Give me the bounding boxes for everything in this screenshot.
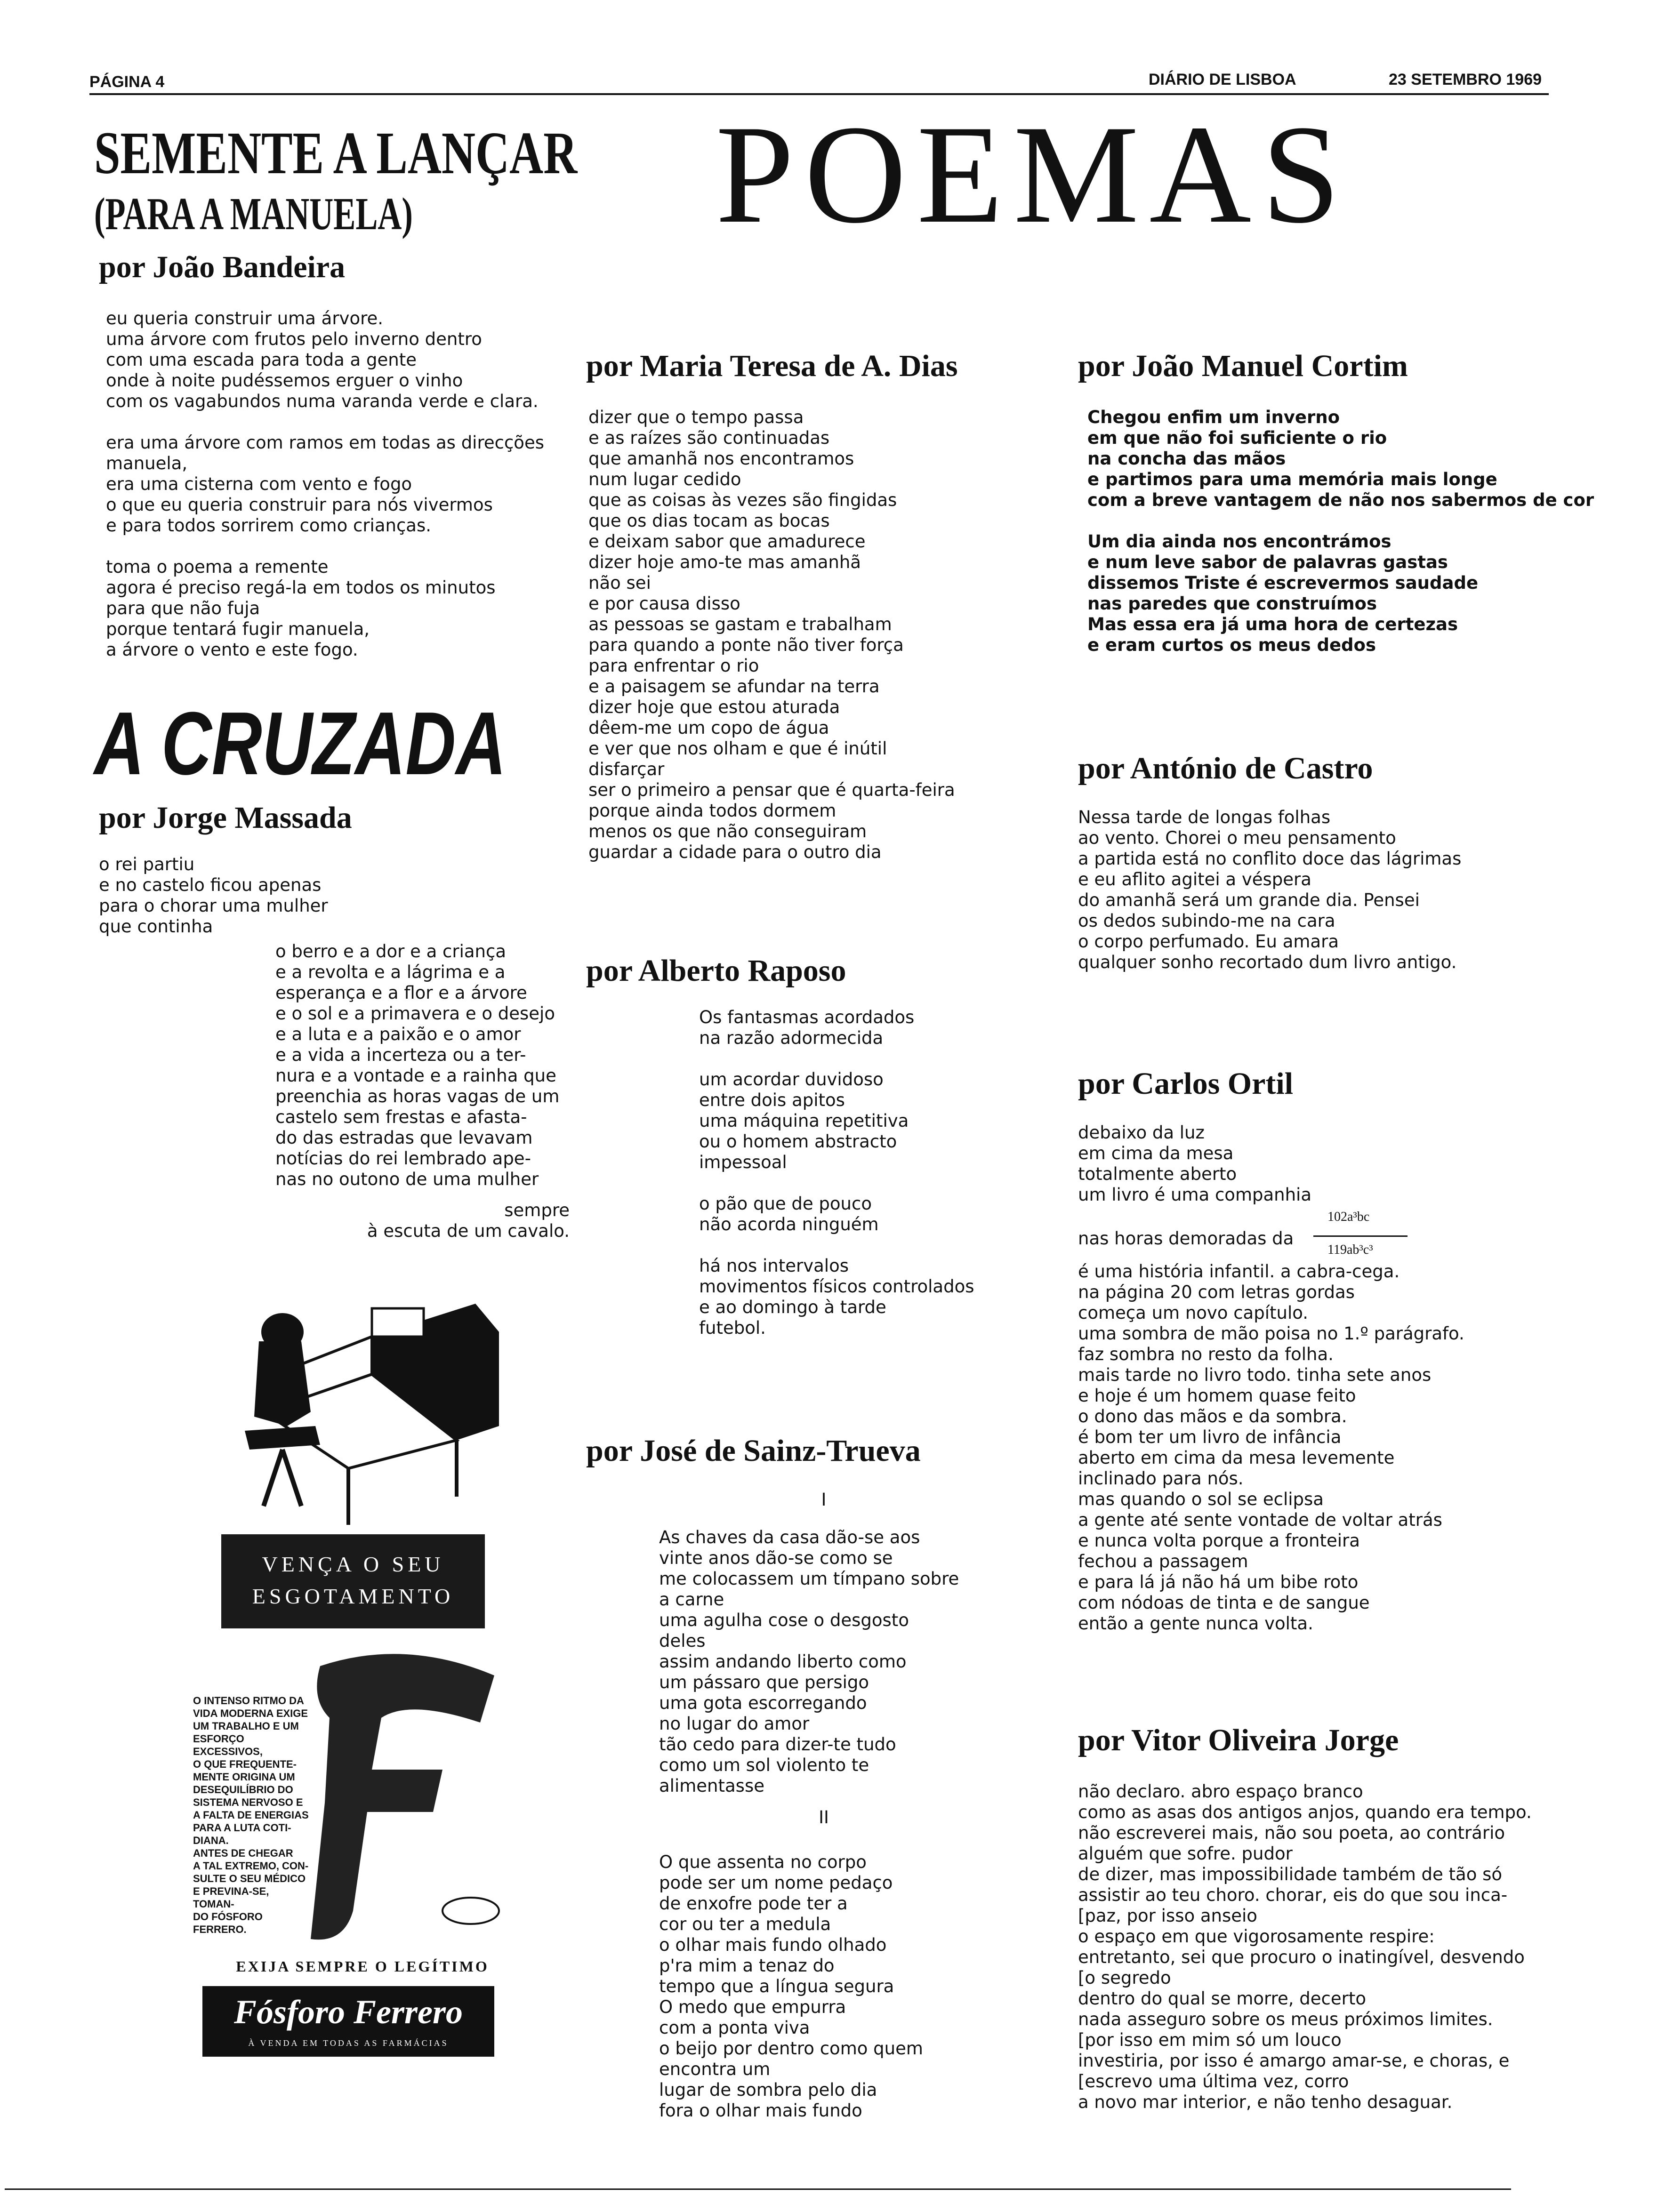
poem-line: não acorda ninguém [699,1214,879,1234]
poem-line: no lugar do amor [659,1714,810,1734]
poem-line: as pessoas se gastam e trabalham [588,614,892,634]
poem-line: faz sombra no resto da folha. [1078,1344,1334,1364]
poem-line: toma o poema a remente [106,557,329,577]
poem-line: lugar de sombra pelo dia [659,2080,877,2100]
advert-body-line: SISTEMA NERVOSO E [193,1796,303,1808]
byline-alberto-raposo: por Alberto Raposo [586,954,846,988]
poem-line: de dizer, mas impossibilidade também de tão só [1078,1864,1503,1884]
poem-line: era uma árvore com ramos em todas as direcções [106,433,544,453]
big-f-letter-graphic [301,1647,504,1948]
poem-line: na página 20 com letras gordas [1078,1282,1355,1302]
poem-line: e hoje é um homem quase feito [1078,1386,1356,1406]
poem-line: em que não foi suficiente o rio [1087,428,1387,448]
advert-body-line: A FALTA DE ENERGIAS [193,1809,309,1821]
poem-line: não sei [588,573,651,593]
poem-line: dizer que o tempo passa [588,407,804,427]
poem-line: uma sombra de mão poisa no 1.º parágrafo. [1078,1323,1464,1344]
poem-line: uma agulha cose o desgosto [659,1610,909,1630]
poem-line: vinte anos dão-se como se [659,1548,893,1568]
poem-line: à escuta de um cavalo. [367,1221,570,1241]
poem-line: é uma história infantil. a cabra-cega. [1078,1261,1400,1282]
poem-line: do das estradas que levavam [275,1128,533,1148]
poem-line: castelo sem frestas e afasta- [275,1107,527,1127]
poem-line: os dedos subindo-me na cara [1078,911,1335,931]
section-numeral-2: II [819,1807,829,1827]
poem-line: é bom ter um livro de infância [1078,1427,1342,1447]
poem-line [699,1173,974,1194]
poem-line: deles [659,1631,706,1651]
poem-line: ao vento. Chorei o meu pensamento [1078,828,1396,848]
poem-line: e as raízes são continuadas [588,428,830,448]
poem-line: [por isso em mim só um louco [1078,2030,1342,2050]
poem-line: dizer hoje amo-te mas amanhã [588,552,861,572]
advert-body-line: SULTE O SEU MÉDICO [193,1873,306,1884]
header-rule [89,93,1549,95]
poem-line: p'ra mim a tenaz do [659,1956,835,1976]
poem-line: nura e a vontade e a rainha que [275,1066,556,1086]
poem-line: o dono das mãos e da sombra. [1078,1406,1347,1427]
poem-antonio-de-castro [1078,807,1461,973]
poem-line: mas quando o sol se eclipsa [1078,1489,1324,1509]
poem-line: tempo que a língua segura [659,1976,894,1996]
advert-banner: VENÇA O SEU ESGOTAMENTO [221,1534,485,1628]
poem-cruzada-part1 [99,854,328,937]
poem-line: assistir ao teu choro. chorar, eis do que sou inca- [1078,1885,1508,1905]
poem-line: e eram curtos os meus dedos [1087,635,1376,655]
poem-line: qualquer sonho recortado dum livro antigo. [1078,952,1457,972]
poem-line: com a breve vantagem de não nos sabermos de cor [1087,490,1594,510]
poem-line: totalmente aberto [1078,1164,1237,1184]
poem-line: investiria, por isso é amargo amar-se, e choras, e [1078,2051,1510,2071]
poem-line: e para todos sorrirem como crianças. [106,515,432,536]
poem-line: com uma escada para toda a gente [106,350,417,370]
poem-line: de enxofre pode ter a [659,1893,848,1914]
poem-line: a árvore o vento e este fogo. [106,640,358,660]
poem-line: e nunca volta porque a fronteira [1078,1531,1360,1551]
poem-line: inclinado para nós. [1078,1468,1244,1489]
advert-body-line: DO FÓSFORO [193,1911,263,1923]
poem-line: pode ser um nome pedaço [659,1873,893,1893]
poem-line: como um sol violento te [659,1755,869,1775]
poem-line: o berro e a dor e a criança [275,941,506,962]
advert-body-line: VIDA MODERNA EXIGE [193,1707,308,1719]
poem-line: começa um novo capítulo. [1078,1303,1308,1323]
poem-line: tão cedo para dizer-te tudo [659,1734,896,1755]
advert-body-line: PARA A LUTA COTI- [193,1822,291,1834]
poem-line: menos os que não conseguiram [588,821,867,842]
poem-line: com os vagabundos numa varanda verde e clara. [106,391,539,411]
poem-line: uma árvore com frutos pelo inverno dentro [106,329,482,349]
poem-line: porque tentará fugir manuela, [106,619,370,639]
poem-line: e o sol e a primavera e o desejo [275,1003,555,1024]
poem-line: e ver que nos olham e que é inútil [588,738,887,759]
advert-body-line: FERRERO. [193,1923,247,1935]
advert-body-line: ANTES DE CHEGAR [193,1847,293,1859]
poem-line: entretanto, sei que procuro o inatingível, desvendo [1078,1947,1525,1967]
poem-line: alguém que sofre. pudor [1078,1843,1293,1864]
fraction-denominator: 119ab³c³ [1327,1242,1373,1257]
poem-line: e para lá já não há um bibe roto [1078,1572,1359,1592]
poem-line: que continha [99,916,213,937]
poem-line: o que eu queria construir para nós vivermos [106,495,493,515]
poem-line: ser o primeiro a pensar que é quarta-feira [588,780,955,800]
poem-line: a partida está no conflito doce das lágrimas [1078,849,1462,869]
poem-line: não declaro. abro espaço branco [1078,1781,1363,1802]
poem-line: a novo mar interior, e não tenho desaguar. [1078,2092,1453,2112]
poem-line: dizer hoje que estou aturada [588,697,840,717]
poem-line: dêem-me um copo de água [588,718,829,738]
poem-cruzada-part2 [275,941,559,1190]
poem-line: para o chorar uma mulher [99,896,328,916]
advert-body-line: O INTENSO RITMO DA [193,1695,304,1707]
advert-body-line: O QUE FREQUENTE- [193,1758,297,1770]
poem-line: As chaves da casa dão-se aos [659,1527,920,1547]
poem-line: entre dois apitos [699,1090,845,1110]
poem-joao-manuel-cortim [1087,407,1594,656]
issue-date: 23 SETEMBRO 1969 [1389,71,1542,88]
poem-line: como as asas dos antigos anjos, quando era tempo. [1078,1802,1532,1822]
poem-line: guardar a cidade para o outro dia [588,842,882,862]
poem-carlos-ortil-part1 [1078,1122,1311,1205]
poem-line: alimentasse [659,1776,764,1796]
poem-line: sempre [504,1200,570,1220]
poem-line: Um dia ainda nos encontrámos [1087,531,1392,552]
poem-line: que os dias tocam as bocas [588,511,830,531]
poem-line: notícias do rei lembrado ape- [275,1148,531,1169]
poem-line: O medo que empurra [659,1997,846,2017]
poem-line: preenchia as horas vagas de um [275,1086,560,1106]
poem-line: o olhar mais fundo olhado [659,1935,887,1955]
poem-line: Nessa tarde de longas folhas [1078,807,1331,827]
poem-line: fechou a passagem [1078,1551,1248,1571]
byline-maria-teresa: por Maria Teresa de A. Dias [586,349,958,383]
page-number: PÁGINA 4 [89,73,165,91]
poem-line: era uma cisterna com vento e fogo [106,474,412,494]
poem-line: encontra um [659,2059,771,2079]
advert-cta: EXIJA SEMPRE O LEGÍTIMO [236,1958,489,1975]
poem-line: assim andando liberto como [659,1651,907,1672]
poem-line: manuela, [106,453,188,473]
poem-line: dissemos Triste é escrevermos saudade [1087,573,1479,593]
poem-line: para enfrentar o rio [588,656,759,676]
poem-line: a carne [659,1589,724,1610]
poem-line: não escreverei mais, não sou poeta, ao contrário [1078,1823,1505,1843]
poem-line: a gente até sente vontade de voltar atrás [1078,1510,1442,1530]
poem-line: o corpo perfumado. Eu amara [1078,931,1339,952]
poem-line: me colocassem um tímpano sobre [659,1569,959,1589]
poem-vitor-oliveira-jorge [1078,1781,1532,2113]
poem-line: [escrevo uma última vez, corro [1078,2071,1349,2092]
fraction-bar [1313,1235,1408,1237]
poem-line: que amanhã nos encontramos [588,449,854,469]
poem-line: movimentos físicos controlados [699,1276,974,1297]
byline-jose-sainz-trueva: por José de Sainz-Trueva [586,1434,921,1468]
poem-line: e deixam sabor que amadurece [588,531,866,552]
poem-line: que as coisas às vezes são fingidas [588,490,897,510]
poem-line: e a paisagem se afundar na terra [588,676,880,697]
byline-jorge-massada: por Jorge Massada [99,801,352,835]
fraction-line [1078,1228,1294,1249]
poem-line: dentro do qual se morre, decerto [1078,1988,1366,2009]
advert-illustration [193,1271,532,1534]
poem-sainz-trueva-part2 [659,1852,923,2121]
poem-carlos-ortil-part2 [1078,1261,1464,1634]
poem-title-cruzada: A CRUZADA [94,694,507,793]
advert-body-line: DIANA. [193,1835,229,1846]
poem-line: Mas essa era já uma hora de certezas [1087,614,1458,634]
poem-line: para que não fuja [106,598,260,618]
poem-semente-a-lancar [106,308,544,660]
poem-line: onde à noite pudéssemos erguer o vinho [106,370,463,391]
poem-cruzada-ending [344,1200,570,1242]
byline-carlos-ortil: por Carlos Ortil [1078,1066,1294,1101]
poem-line: [o segredo [1078,1968,1171,1988]
poem-line: o beijo por dentro como quem [659,2038,923,2059]
poem-line: em cima da mesa [1078,1143,1234,1163]
advert-body-line: E PREVINA-SE, TOMAN- [193,1885,269,1910]
fosforo-ferrero-logo: Fósforo Ferrero À VENDA EM TODAS AS FARMÁCIAS [202,1986,494,2057]
poem-line: um acordar duvidoso [699,1069,884,1090]
poem-maria-teresa [588,407,955,863]
poem-line: Chegou enfim um inverno [1087,407,1340,427]
poem-line: e a vida a incerteza ou a ter- [275,1045,526,1065]
poem-line: impessoal [699,1152,787,1172]
poem-line: aberto em cima da mesa levemente [1078,1448,1395,1468]
advert-body-line: ESFORÇO EXCESSIVOS, [193,1733,263,1757]
poem-line [699,1049,974,1069]
advert-body-line: UM TRABALHO E UM [193,1720,299,1732]
poem-line: e eu aflito agitei a véspera [1078,869,1311,890]
poem-line: e partimos para uma memória mais longe [1087,469,1497,489]
advert-body-line: DESEQUILÍBRIO DO [193,1784,293,1795]
poem-line: o espaço em que vigorosamente respire: [1078,1926,1435,1947]
byline-joao-manuel-cortim: por João Manuel Cortim [1078,349,1408,383]
poem-line: e ao domingo à tarde [699,1297,886,1317]
poem-line: com a ponta viva [659,2018,810,2038]
section-numeral-1: I [821,1490,827,1510]
poem-line: uma gota escorregando [659,1693,867,1713]
poem-line [1087,511,1594,531]
poem-line: e a revolta e a lágrima e a [275,962,506,982]
fraction-lead-text: nas horas demoradas da [1078,1228,1294,1249]
poem-line: porque ainda todos dormem [588,801,837,821]
poem-line: na concha das mãos [1087,449,1286,469]
poem-line: o rei partiu [99,854,195,874]
poem-line [106,536,544,557]
poem-line: uma máquina repetitiva [699,1111,909,1131]
poem-line: agora é preciso regá-la em todos os minutos [106,577,496,598]
poem-line: mais tarde no livro todo. tinha sete anos [1078,1365,1432,1385]
poem-line: Os fantasmas acordados [699,1007,915,1027]
poem-line: debaixo da luz [1078,1122,1205,1143]
poem-line: eu queria construir uma árvore. [106,308,384,329]
poem-line: e num leve sabor de palavras gastas [1087,552,1448,572]
poem-title-semente: SEMENTE A LANÇAR [94,120,578,186]
poem-line: há nos intervalos [699,1256,849,1276]
poem-line: fora o olhar mais fundo [659,2100,862,2121]
byline-antonio-de-castro: por António de Castro [1078,751,1373,785]
poem-line: um pássaro que persigo [659,1672,869,1692]
poem-line: disfarçar [588,759,665,779]
poem-line: ou o homem abstracto [699,1131,897,1152]
poem-line: com nódoas de tinta e de sangue [1078,1593,1370,1613]
byline-vitor-oliveira-jorge: por Vitor Oliveira Jorge [1078,1723,1399,1757]
poem-line: e a luta e a paixão e o amor [275,1024,521,1044]
fosforo-ferrero-advert [193,1271,532,2076]
newspaper-name: DIÁRIO DE LISBOA [1149,71,1296,88]
poem-subtitle-manuela: (PARA A MANUELA) [94,189,413,240]
byline-joao-bandeira: por João Bandeira [99,250,346,284]
advert-body-line: MENTE ORIGINA UM [193,1771,295,1783]
masthead-title: POEMAS [716,96,1351,252]
poem-line: O que assenta no corpo [659,1852,867,1872]
poem-line: nas paredes que construímos [1087,593,1377,614]
poem-line: num lugar cedido [588,469,741,489]
poem-line: nada asseguro sobre os meus próximos limites. [1078,2009,1493,2029]
poem-line: futebol. [699,1318,766,1338]
poem-line: do amanhã será um grande dia. Pensei [1078,890,1420,910]
poem-line: nas no outono de uma mulher [275,1169,539,1189]
poem-line: então a gente nunca volta. [1078,1613,1313,1634]
poem-line [106,412,544,433]
poem-line: e por causa disso [588,593,740,614]
poem-line: e no castelo ficou apenas [99,875,322,895]
poem-line: um livro é uma companhia [1078,1185,1311,1205]
poem-line: esperança e a flor e a árvore [275,983,527,1003]
advert-body-line: A TAL EXTREMO, CON- [193,1860,309,1872]
poem-line: [paz, por isso anseio [1078,1906,1257,1926]
poem-line: cor ou ter a medula [659,1914,831,1934]
advert-body-text [193,1694,311,1936]
poem-alberto-raposo [699,1007,974,1338]
poem-sainz-trueva-part1 [659,1527,959,1796]
fraction-numerator: 102a³bc [1327,1210,1370,1224]
poem-line: para quando a ponte não tiver força [588,635,904,655]
footer-rule [5,2188,1511,2190]
poem-line: na razão adormecida [699,1028,884,1048]
poem-line: o pão que de pouco [699,1194,872,1214]
poem-line [699,1235,974,1256]
